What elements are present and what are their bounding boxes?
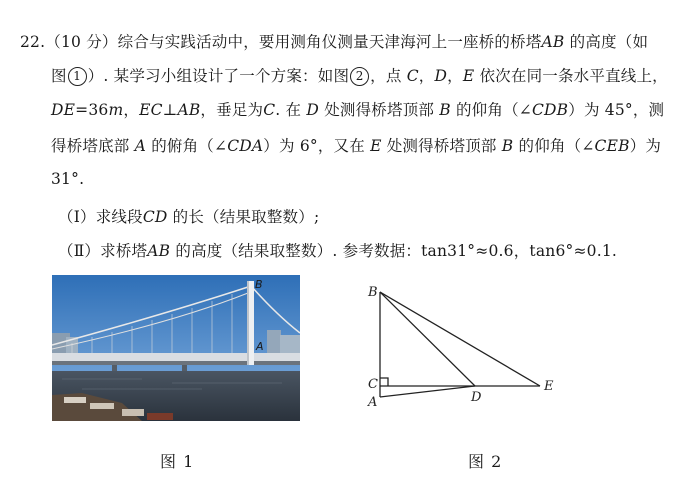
photo-label-A: A [256,340,264,353]
angle-CDA: CDA [227,137,264,155]
var-AB: AB [177,101,201,119]
line4-text-c: ）为 6°，又在 [263,137,365,155]
figure-2-circled-ref: 2 [350,67,369,86]
line4-text-b: 的俯角（∠ [151,137,228,155]
geometry-diagram [355,272,570,412]
line2-text-d: 依次在同一条水平直线上， [479,67,668,85]
var-AB: AB [541,33,565,51]
line2-text-a: 图 [51,67,67,85]
line3-text-b: ，垂足为 [200,101,264,119]
var-D: D [306,101,320,119]
photo-label-B: B [255,278,263,291]
var-C: C [263,101,276,119]
question-line-1 [20,30,648,52]
line4-text-e: 的仰角（∠ [518,137,595,155]
point-E-label: E [544,379,554,394]
var-DE: DE [51,101,76,119]
line3-comma: ， [123,101,140,119]
question-line-4 [51,134,661,156]
var-E: E [370,137,382,155]
question-line-3 [51,98,664,120]
question-score: （10 分） [45,33,118,51]
part-1 [58,205,319,227]
angle-CDB: CDB [531,101,569,119]
perp-symbol: ⊥ [162,101,178,119]
line3-text-e: 的仰角（∠ [455,101,532,119]
var-C: C [406,67,419,85]
figure-1-bridge-photo [52,275,300,421]
figure-2-caption: 图 2 [468,452,503,471]
var-E: E [462,67,475,85]
line1-tail: 的高度（如 [569,33,649,51]
part-2 [58,239,617,261]
segment-AD [380,386,475,397]
part2-text-b: 的高度（结果取整数）. 参考数据：tan31°≈0.6，tan6°≈0.1. [175,242,618,260]
var-B: B [439,101,451,119]
line1-text: 综合与实践活动中，要用测角仪测量天津海河上一座桥的桥塔 [117,33,542,51]
angle-CEB: CEB [594,137,630,155]
point-B-label: B [368,285,378,300]
figure-1-circled-ref: 1 [68,67,87,86]
de-value: =36 [75,101,109,119]
figure-1-caption: 图 1 [160,452,195,471]
point-D-label: D [471,390,482,405]
right-angle-marker [380,378,388,386]
part1-text-a: （Ⅰ）求线段 [58,208,143,226]
line4-text-d: 处测得桥塔顶部 [386,137,497,155]
part2-text-a: （Ⅱ）求桥塔 [58,242,148,260]
unit-m: m [108,101,124,119]
line3-text-f: ）为 45°，测 [568,101,665,119]
point-A-label: A [368,395,378,410]
question-line-5 [51,170,84,188]
part1-text-b: 的长（结果取整数）; [172,208,320,226]
line2-text-b: ）. 某学习小组设计了一个方案：如图 [87,67,350,85]
line2-text-c: ，点 [370,67,402,85]
line4-text-f: ）为 [629,137,662,155]
line4-text-a: 得桥塔底部 [51,137,130,155]
var-B: B [501,137,514,155]
var-AB: AB [147,242,171,260]
var-CD: CD [142,208,168,226]
figure-2-diagram [355,272,570,412]
point-C-label: C [368,377,378,392]
var-A: A [134,137,147,155]
question-number: 22. [20,33,46,51]
var-EC: EC [139,101,163,119]
question-line-2: 图 1 ）. 某学习小组设计了一个方案：如图 2 ，点 C，D，E 依次在同一条水平直线上， [51,67,668,85]
line3-text-d: 处测得桥塔顶部 [324,101,435,119]
var-D: D [434,67,448,85]
bridge-photo-image [52,275,300,421]
line5-text: 31°. [51,170,85,188]
line3-text-c: . 在 [275,101,302,119]
